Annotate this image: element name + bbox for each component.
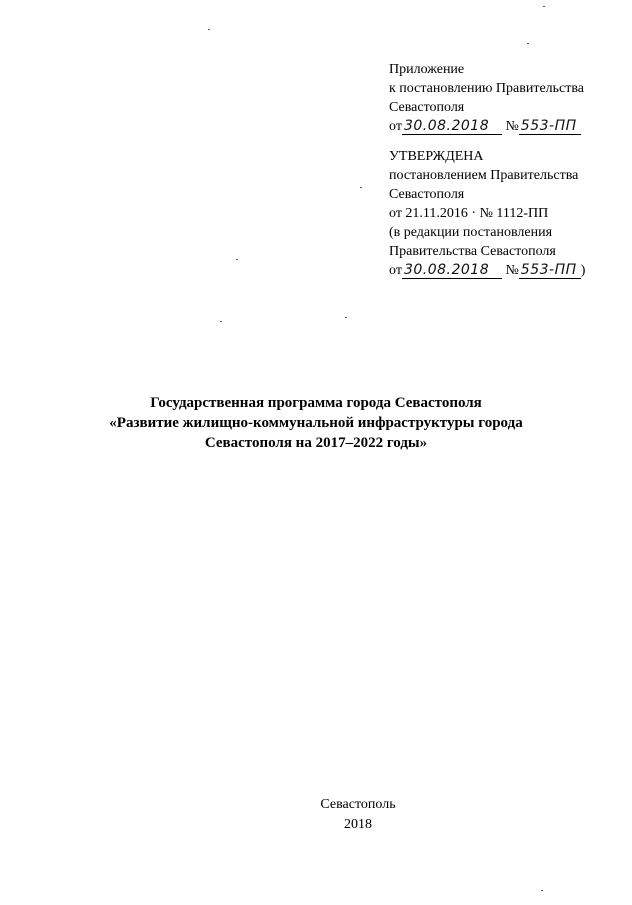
approved-revision-line: (в редакции постановления — [389, 225, 553, 240]
title-line-1: Государственная программа города Севастополя — [150, 395, 482, 411]
scan-speck — [208, 29, 210, 30]
number-prefix: № — [505, 119, 519, 134]
title-line-3: Севастополя на 2017–2022 годы» — [204, 435, 428, 451]
approved-heading: УТВЕРЖДЕНА — [389, 149, 484, 164]
scan-speck — [527, 43, 529, 44]
approved-city-line: Севастополя — [389, 187, 465, 202]
scan-speck — [236, 259, 238, 260]
handwritten-number: 553-ПП — [519, 119, 581, 135]
closing-paren: ) — [580, 263, 586, 278]
year: 2018 — [344, 817, 372, 832]
city-name: Севастополь — [320, 797, 396, 812]
date-prefix: от — [389, 119, 402, 134]
appendix-date-line — [389, 117, 584, 136]
appendix-heading: Приложение — [389, 62, 465, 77]
number-prefix: № — [505, 263, 519, 278]
title-line-2: «Развитие жилищно-коммунальной инфраструктуры города — [109, 415, 523, 431]
program-title — [0, 393, 632, 453]
approved-original-date-line: от 21.11.2016 · № 1112-ПП — [389, 206, 549, 221]
handwritten-number: 553-ПП — [519, 263, 581, 279]
scan-speck — [345, 317, 347, 318]
appendix-block — [389, 60, 584, 136]
appendix-decree-line: к постановлению Правительства — [389, 81, 585, 96]
appendix-city-line: Севастополя — [389, 100, 465, 115]
scan-speck — [360, 187, 362, 188]
handwritten-date: 30.08.2018 — [402, 119, 502, 135]
approved-date-line — [389, 261, 585, 280]
date-prefix: от — [389, 263, 402, 278]
approved-government-line: Правительства Севастополя — [389, 244, 556, 259]
scan-speck — [220, 321, 222, 322]
approved-decree-line: постановлением Правительства — [389, 168, 579, 183]
scan-speck — [543, 6, 545, 7]
handwritten-date: 30.08.2018 — [402, 263, 502, 279]
approved-block — [389, 147, 585, 280]
scan-speck — [541, 890, 543, 891]
place-and-year — [0, 795, 632, 835]
